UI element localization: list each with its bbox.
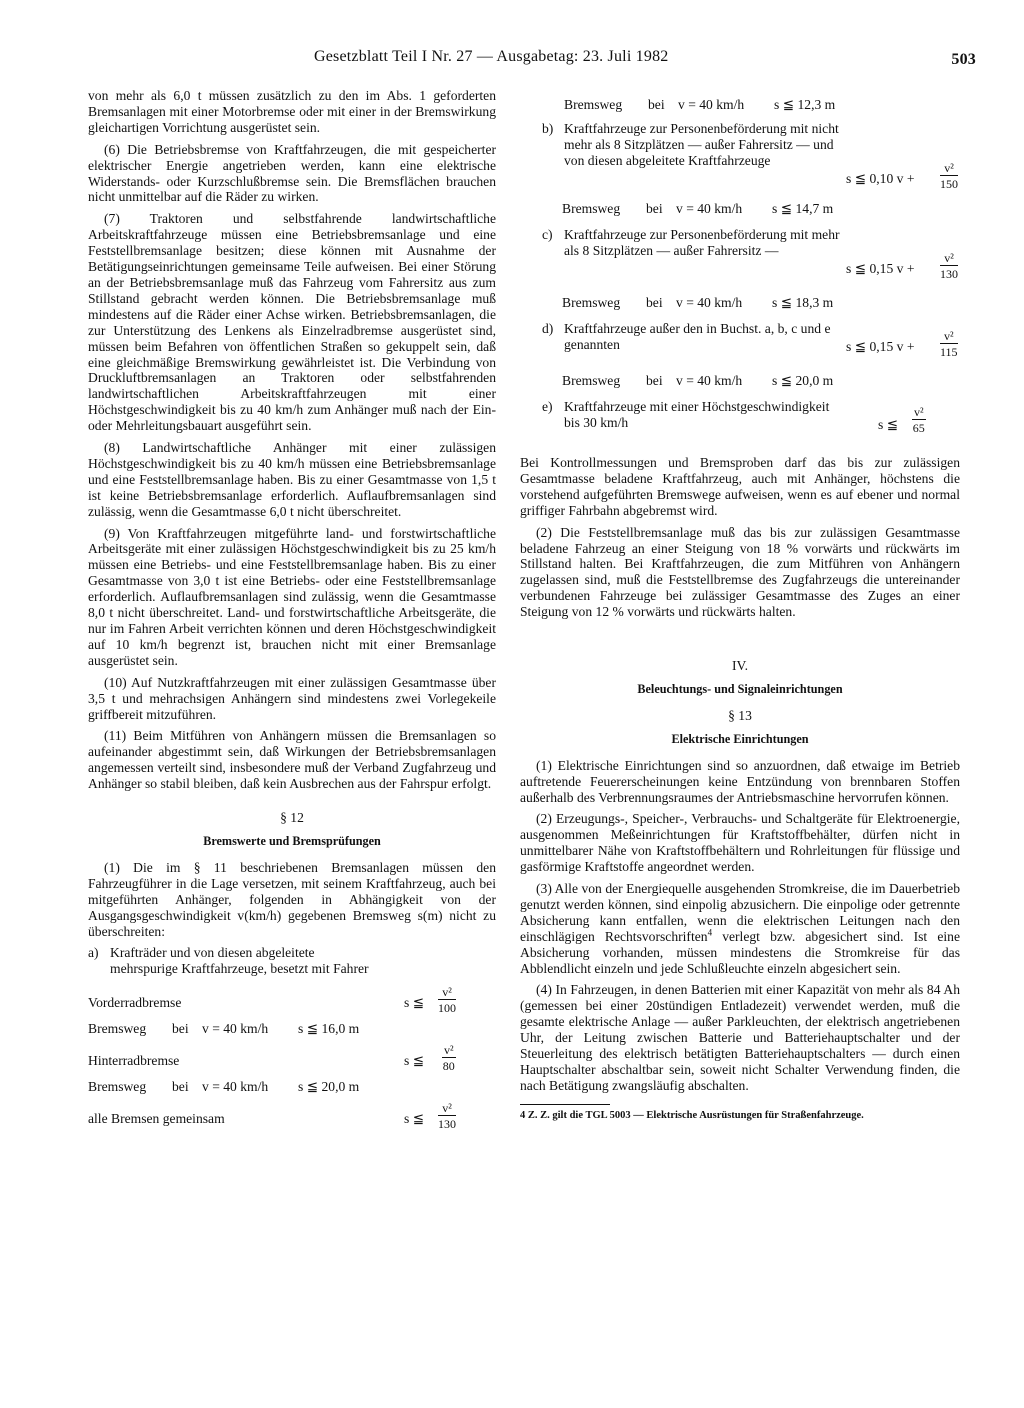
bw-speed: v = 40 km/h xyxy=(202,1021,269,1037)
item-b-numerator: v² xyxy=(940,161,958,176)
item-e-denominator: 65 xyxy=(912,421,925,435)
bw-bei: bei xyxy=(648,97,665,112)
bw-speed: v = 40 km/h xyxy=(676,201,743,216)
paragraph-13-3-part1: (3) Alle von der Energiequelle ausgehenden Stromkreise, die im Dauerbetrieb genutzt werden können, sind einpolig abzusichern. Die einpolige oder getrennte Absicherung kann entfallen, wenn die elektrischen Leitungen nach den einschlägigen Rechtsvorschriften xyxy=(520,881,960,944)
bw-bei: bei xyxy=(646,373,663,388)
item-b-fraction xyxy=(940,161,958,192)
right-column xyxy=(520,93,960,1122)
item-d-text: Kraftfahrzeuge außer den in Buchst. a, b, c und e genannten xyxy=(564,321,831,352)
paragraph-13-1: (1) Elektrische Einrichtungen sind so anzuordnen, daß etwaige im Betrieb auftretende Feuererscheinungen keine Entzündung von brennbaren Stoffen außerhalb des Verbrennungsraumes der Antriebsmaschine hervorrufen können. xyxy=(520,757,960,805)
item-d-numerator: v² xyxy=(940,329,958,344)
all-brakes-label: alle Bremsen gemeinsam xyxy=(88,1111,225,1127)
paragraph-10: (10) Auf Nutzkraftfahrzeugen mit einer zulässigen Gesamtmasse über 3,5 t und mehrachsigen Anhängern sind mindestens zwei Vorlegekeile griffbereit mitzuführen. xyxy=(88,674,496,722)
item-c-denominator: 130 xyxy=(940,267,958,281)
item-b-formula: s ≦ 0,10 v + xyxy=(846,171,915,186)
b-distance xyxy=(520,197,960,223)
rear-brake-denominator: 80 xyxy=(442,1059,455,1074)
all-brakes-numerator: v² xyxy=(438,1101,456,1116)
front-brake-label: Vorderradbremse xyxy=(88,995,182,1011)
bw-label: Bremsweg xyxy=(88,1079,147,1095)
item-e-formula: s ≦ xyxy=(878,417,899,432)
part-number: IV. xyxy=(732,658,748,674)
bw-value: s ≦ 20,0 m xyxy=(772,373,834,388)
footnote-divider xyxy=(520,1104,610,1105)
rear-brake-distance xyxy=(88,1075,496,1101)
paragraph-8: (8) Landwirtschaftliche Anhänger mit einer zulässigen Höchstgeschwindigkeit bis zu 40 km/h müssen eine Betriebsbremsanlage und eine Feststellbremsanlage haben. Bis zu einer Gesamtmasse von 1,5 t ist keine Betriebsbremsanlage erforderlich. Auflaufbremsanlagen sind zulässig, wenn die Gesamtmasse 6,0 t nicht überschreitet. xyxy=(88,440,496,519)
item-d-fraction xyxy=(940,329,958,360)
item-e-fraction xyxy=(912,405,926,436)
all-brakes-s-le: s ≦ xyxy=(404,1111,425,1127)
bw-bei: bei xyxy=(646,201,663,216)
item-c-fraction xyxy=(940,251,958,282)
item-a-text: Krafträder und von diesen abgeleitete mehrspurige Kraftfahrzeuge, besetzt mit Fahrer xyxy=(110,945,369,977)
paragraph-12-2: (2) Die Feststellbremsanlage muß das bis zur zulässigen Gesamtmasse beladene Fahrzeug an einer Steigung von 18 % vorwärts und rückwärts im Stillstand halten. Bei Kraftfahrzeugen, die zum Mitführen von Anhängern zugelassen sind, muß die Feststellbremse des Zugfahrzeugs die untereinander verbundenen Fahrzeuge bei zulässiger Gesamtmasse des Zuges an einer Steigung von 12 % vorwärts und rückwärts halten. xyxy=(520,524,960,620)
front-brake-s-le: s ≦ xyxy=(404,995,425,1011)
bw-label: Bremsweg xyxy=(562,295,621,310)
paragraph-13-3 xyxy=(520,881,960,976)
rear-brake-numerator: v² xyxy=(444,1043,454,1058)
header-title: Gesetzblatt Teil I Nr. 27 — Ausgabetag: 23. Juli 1982 xyxy=(314,48,669,65)
bw-label: Bremsweg xyxy=(562,201,621,216)
item-b-denominator: 150 xyxy=(940,177,958,191)
item-e-text: Kraftfahrzeuge mit einer Höchstgeschwindigkeit bis 30 km/h xyxy=(564,399,830,430)
rear-brake-fraction xyxy=(442,1043,456,1074)
item-c-text: Kraftfahrzeuge zur Personenbeförderung mit mehr als 8 Sitzplätzen — außer Fahrersitz — xyxy=(564,227,840,258)
front-brake-fraction xyxy=(438,985,456,1016)
item-c-formula: s ≦ 0,15 v + xyxy=(846,261,915,276)
all-brakes-row xyxy=(88,1101,496,1133)
item-b xyxy=(520,121,960,191)
all-brakes-fraction xyxy=(438,1101,456,1132)
section-12-number: § 12 xyxy=(280,810,304,826)
section-13-title: Elektrische Einrichtungen xyxy=(671,731,809,746)
page-number: 503 xyxy=(951,51,976,68)
bw-label: Bremsweg xyxy=(564,97,623,112)
paragraph-13-4: (4) In Fahrzeugen, in denen Batterien mit einer Kapazität von mehr als 84 Ah (gemessen bei einer 20stündigen Entladezeit) verwendet werden, muß die gesamte elektrische Anlage — außer Parkleuchten, der elektrisch angetriebenen Uhr, der Leitung zwischen Batterie und Batteriehauptschalter und der Steuerleitung des elektrisch betätigten Batteriehauptschalters — durch einen Hauptschalter abschaltbar sein, soweit nicht Schalter Verwendung finden, die nach Betätigung zwangsläufig abschalten. xyxy=(520,982,960,1093)
item-c-label: c) xyxy=(542,227,553,242)
item-e xyxy=(520,399,960,451)
item-d xyxy=(520,321,960,359)
section-12-title: Bremswerte und Bremsprüfungen xyxy=(203,833,381,848)
item-c-numerator: v² xyxy=(940,251,958,266)
bw-value: s ≦ 18,3 m xyxy=(772,295,834,310)
bw-label: Bremsweg xyxy=(562,373,621,388)
bw-bei: bei xyxy=(172,1079,189,1095)
front-brake-row xyxy=(88,985,496,1017)
part-title: Beleuchtungs- und Signaleinrichtungen xyxy=(637,681,843,696)
paragraph-control: Bei Kontrollmessungen und Bremsproben darf das bis zur zulässigen Gesamtmasse beladene Kraftfahrzeug, auch mit Anhänger, höchstens die vorstehend aufgeführten Bremswege aufweisen, wenn es auf ebener und normal griffiger Fahrbahn abgebremst wird. xyxy=(520,455,960,518)
item-e-label: e) xyxy=(542,399,553,414)
paragraph-7: (7) Traktoren und selbstfahrende landwirtschaftliche Arbeitskraftfahrzeuge müssen eine Betriebsbremsanlage und eine Feststellbremsanlage besitzen; diese können mit Ausnahme der Betätigungseinrichtungen gemeinsame Teile aufweisen. Bei einer Störung an der Betriebsbremsanlage muß das Fahrzeug vom Fahrersitz aus zum Stillstand gebracht werden können. Die Betriebsbremsanlage muß mindestens auf die Räder einer Achse wirken. Betriebsbremsanlagen, die zur Unterstützung des Lenkens als Einzelradbremse ausgerüstet sind, müssen beim Befahren von öffentlichen Straßen so gekuppelt sein, daß eine gleichmäßige Bremswirkung gewährleistet ist. Die Verbindung von Druckluftbremsanlagen an Traktoren oder selbstfahrenden landwirtschaftlichen Arbeitskraftfahrzeugen mit einer Höchstgeschwindigkeit bis zu 40 km/h zum Anhänger muß nach der Ein- oder Mehrleitungsbauart ausgeführt sein. xyxy=(88,211,496,434)
footnote: 4 Z. Z. gilt die TGL 5003 — Elektrische Ausrüstungen für Straßenfahrzeuge. xyxy=(520,1109,864,1121)
all-brakes-denominator: 130 xyxy=(438,1117,456,1132)
rear-brake-s-le: s ≦ xyxy=(404,1053,425,1069)
paragraph-continued: von mehr als 6,0 t müssen zusätzlich zu den im Abs. 1 geforderten Bremsanlagen mit einer Motorbremse oder mit einer in der Bremswirkung gleichartigen Vorrichtung ausgerüstet sein. xyxy=(88,88,496,135)
paragraph-11: (11) Beim Mitführen von Anhängern müssen die Bremsanlagen so aufeinander abgestimmt sein, daß Wirkungen der Betriebsbremsanlagen angemessen verteilt sind, insbesondere muß der Verband Zugfahrzeug und Anhänger so stabil bleiben, daß kein Ausbrechen aus der Fahrspur erfolgt. xyxy=(88,728,496,792)
item-b-label: b) xyxy=(542,121,554,136)
bw-speed: v = 40 km/h xyxy=(678,97,745,112)
bw-bei: bei xyxy=(646,295,663,310)
d-distance xyxy=(520,369,960,395)
item-b-text: Kraftfahrzeuge zur Personenbeförderung mit nicht mehr als 8 Sitzplätzen — außer Fahrersitz — und von diesen abgeleitete Kraftfahrzeuge xyxy=(564,121,839,168)
a-total-distance xyxy=(520,93,960,119)
front-brake-denominator: 100 xyxy=(438,1001,456,1016)
item-c xyxy=(520,227,960,281)
bw-value: s ≦ 16,0 m xyxy=(298,1021,360,1037)
bw-value: s ≦ 14,7 m xyxy=(772,201,834,216)
bw-speed: v = 40 km/h xyxy=(676,295,743,310)
bw-label: Bremsweg xyxy=(88,1021,147,1037)
front-brake-distance xyxy=(88,1017,496,1043)
rear-brake-row xyxy=(88,1043,496,1075)
left-column xyxy=(88,88,496,1133)
paragraph-6: (6) Die Betriebsbremse von Kraftfahrzeugen, die mit gespeicherter elektrischer Energie angetrieben werden, kann eine elektrische Widerstands- oder Kurzschlußbremse sein. Die Bremsflächen brauchen nicht unmittelbar auf die Räder zu wirken. xyxy=(88,141,496,205)
paragraph-12-1: (1) Die im § 11 beschriebenen Bremsanlagen müssen den Fahrzeugführer in die Lage versetzen, mit seinem Kraftfahrzeug, auch bei mitgeführten Anhänger, folgenden in Abhängigkeit von der Ausgangsgeschwindigkeit v(km/h) gegebenen Bremsweg s(m) nicht zu überschreiten: xyxy=(88,859,496,939)
item-a-label: a) xyxy=(88,945,99,961)
item-e-numerator: v² xyxy=(914,405,924,419)
bw-value: s ≦ 12,3 m xyxy=(774,97,836,112)
rear-brake-label: Hinterradbremse xyxy=(88,1053,180,1069)
page-header xyxy=(300,48,1000,72)
item-a xyxy=(88,945,496,977)
item-d-formula: s ≦ 0,15 v + xyxy=(846,339,915,354)
bw-speed: v = 40 km/h xyxy=(676,373,743,388)
bw-value: s ≦ 20,0 m xyxy=(298,1079,360,1095)
footnote-reference: 4 xyxy=(707,927,713,938)
front-brake-numerator: v² xyxy=(438,985,456,1000)
paragraph-13-2: (2) Erzeugungs-, Speicher-, Verbrauchs- und Schaltgeräte für Elektroenergie, ausgenommen Meßeinrichtungen für Kraftstoffbehälter, dürfen nicht in unmittelbarer Nähe von Kraftstoffbehältern und Rohrleitungen für flüssige und gasförmige Kraftstoffe angeordnet werden. xyxy=(520,811,960,875)
item-d-denominator: 115 xyxy=(940,345,958,359)
item-d-label: d) xyxy=(542,321,554,336)
bw-bei: bei xyxy=(172,1021,189,1037)
c-distance xyxy=(520,291,960,317)
paragraph-13-3-part2: verlegt bzw. abgesichert sind. Ist eine Absicherung vorhanden, müssen mindestens die Stromkreise für das Abblendlicht einzeln und jede Schlußleuchte einzeln abgesichert sein. xyxy=(520,928,960,976)
paragraph-9: (9) Von Kraftfahrzeugen mitgeführte land- und forstwirtschaftliche Arbeitsgeräte mit einer zulässigen Höchstgeschwindigkeit bis zu 25 km/h müssen eine Betriebs- und eine Feststellbremsanlage haben. Bis zu einer Gesamtmasse von 3,0 t ist eine Betriebs- oder eine Feststellbremsanlage erforderlich. Auflaufbremsanlagen sind zulässig, wenn die Gesamtmasse 8,0 t nicht überschreitet. Land- und forstwirtschaftliche Arbeitsgeräte, die nur im Fahren Arbeit verrichten können und deren Höchstgeschwindigkeit auf 10 km/h begrenzt ist, brauchen nicht mit einer Bremsanlage ausgerüstet sein. xyxy=(88,525,496,668)
bw-speed: v = 40 km/h xyxy=(202,1079,269,1095)
section-13-number: § 13 xyxy=(728,707,752,723)
